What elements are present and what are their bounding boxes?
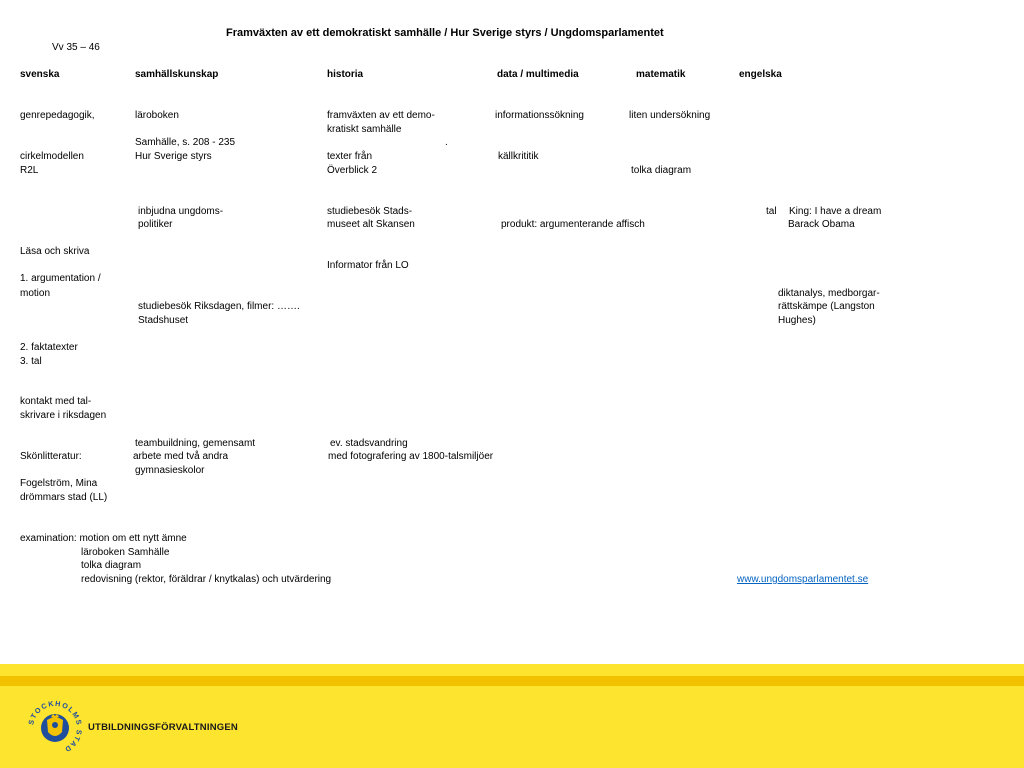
svenska-argumentation: 1. argumentation /	[20, 273, 101, 284]
subject-matematik: matematik	[636, 69, 686, 80]
samhall-politiker: politiker	[138, 219, 173, 230]
data-produkt: produkt: argumenterande affisch	[501, 219, 645, 230]
subject-data-multimedia: data / multimedia	[497, 69, 579, 80]
historia-stadsvandring: ev. stadsvandring	[330, 438, 408, 449]
exam-label: examination: motion om ett nytt ämne	[20, 533, 187, 544]
historia-informator: Informator från LO	[327, 260, 409, 271]
samhall-inbjudna: inbjudna ungdoms-	[138, 206, 224, 217]
footer-stripe	[0, 676, 1024, 686]
engelska-obama: Barack Obama	[788, 219, 855, 230]
samhall-teambuildning: teambuildning, gemensamt	[135, 438, 256, 449]
svenska-kontakt: kontakt med tal-	[20, 396, 92, 407]
samhall-arbete: arbete med två andra	[133, 451, 229, 462]
historia-texter: texter från	[327, 151, 373, 162]
engelska-hughes: Hughes)	[778, 315, 816, 326]
historia-studiebesok: studiebesök Stads-	[327, 206, 413, 217]
engelska-king: King: I have a dream	[789, 206, 882, 217]
data-informationssokning: informationssökning	[495, 110, 584, 121]
svenska-motion: motion	[20, 288, 51, 299]
samhall-laroboken: läroboken	[135, 110, 179, 121]
svenska-genrepedagogik: genrepedagogik,	[20, 110, 95, 121]
svenska-drommars-stad: drömmars stad (LL)	[20, 492, 108, 503]
historia-framvaxten: framväxten av ett demo-	[327, 110, 435, 121]
samhall-gymnasieskolor: gymnasieskolor	[135, 465, 205, 476]
samhall-stadshuset: Stadshuset	[138, 315, 189, 326]
footer-org-name: UTBILDNINGSFÖRVALTNINGEN	[88, 722, 238, 733]
subject-engelska: engelska	[739, 69, 782, 80]
exam-redovisning: redovisning (rektor, föräldrar / knytkalas) och utvärdering	[81, 574, 332, 585]
matematik-undersokning: liten undersökning	[629, 110, 711, 121]
matematik-tolka-diagram: tolka diagram	[631, 165, 692, 176]
subject-svenska: svenska	[20, 69, 60, 80]
engelska-tal: tal	[766, 206, 777, 217]
svenska-tal: 3. tal	[20, 356, 42, 367]
svenska-cirkelmodellen: cirkelmodellen	[20, 151, 84, 162]
historia-fotografering: med fotografering av 1800-talsmiljöer	[328, 451, 494, 462]
historia-museet: museet alt Skansen	[327, 219, 415, 230]
ungdomsparlamentet-link[interactable]: www.ungdomsparlamentet.se	[737, 574, 869, 585]
logo-ring-text: STOCKHOLMS STAD	[26, 698, 85, 755]
exam-tolka-diagram: tolka diagram	[81, 560, 142, 571]
samhall-sidor: Samhälle, s. 208 - 235	[135, 137, 236, 148]
svenska-faktatexter: 2. faktatexter	[20, 342, 78, 353]
subject-historia: historia	[327, 69, 364, 80]
svenska-fogelstrom: Fogelström, Mina	[20, 478, 98, 489]
engelska-rattskampe: rättskämpe (Langston	[778, 301, 875, 312]
svenska-lasa-skriva: Läsa och skriva	[20, 246, 90, 257]
page-title: Framväxten av ett demokratiskt samhälle / Hur Sverige styrs / Ungdomsparlamentet	[226, 27, 664, 39]
stockholms-stad-logo-icon	[25, 698, 85, 758]
engelska-diktanalys: diktanalys, medborgar-	[778, 288, 880, 299]
historia-kratiskt: kratiskt samhälle	[327, 124, 402, 135]
exam-laroboken: läroboken Samhälle	[81, 547, 170, 558]
svenska-riksdagen: skrivare i riksdagen	[20, 410, 107, 421]
samhall-studiebesok-riksdagen: studiebesök Riksdagen, filmer: …….	[138, 301, 300, 312]
data-dot: .	[445, 137, 448, 148]
svenska-skonlitteratur: Skönlitteratur:	[20, 451, 82, 462]
historia-overblick: Överblick 2	[327, 165, 378, 176]
svenska-r2l: R2L	[20, 165, 39, 176]
subject-samhallskunskap: samhällskunskap	[135, 69, 219, 80]
samhall-hur-sverige-styrs: Hur Sverige styrs	[135, 151, 212, 162]
data-kallkritik: källkrititik	[498, 151, 539, 162]
week-range: Vv 35 – 46	[52, 42, 100, 53]
